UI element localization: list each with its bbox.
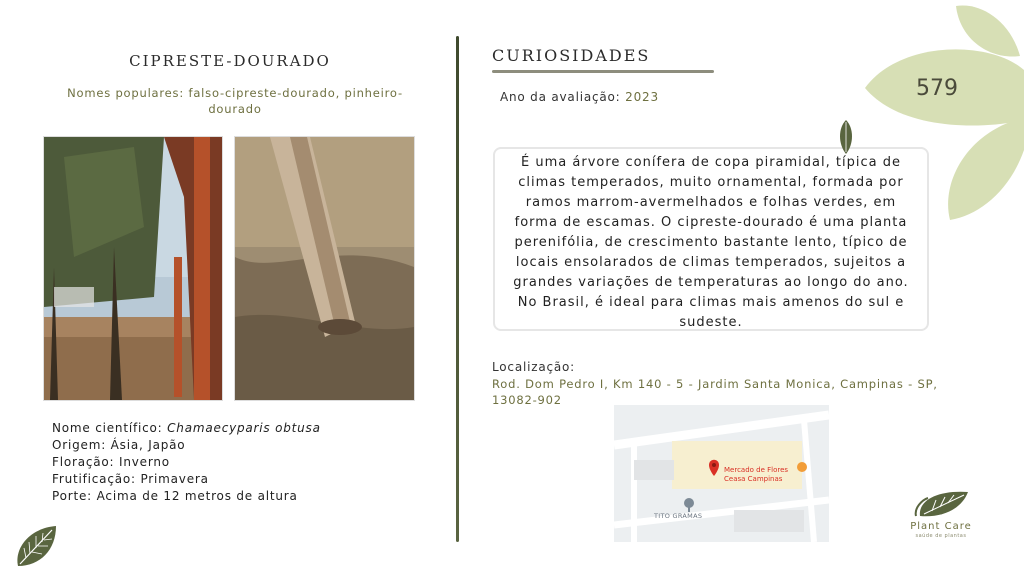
flowering-row: Floração: Inverno — [52, 455, 170, 469]
map-image — [614, 405, 829, 542]
location-map[interactable] — [614, 405, 829, 542]
title-underline — [492, 70, 714, 73]
scientific-name-row — [52, 420, 412, 437]
brand-logo-icon — [898, 486, 984, 520]
leaf-icon — [12, 522, 60, 570]
map-marker-label — [724, 466, 788, 484]
photo-tree-trunk — [234, 136, 415, 401]
photo-tree-corridor — [43, 136, 223, 401]
evaluation-year — [500, 90, 659, 104]
scientific-name-label: Nome científico: — [52, 421, 168, 435]
small-leaf-icon — [838, 120, 854, 154]
map-marker-label-line1: Mercado de Flores — [724, 466, 789, 474]
location-label: Localização: — [492, 360, 576, 374]
location-address: Rod. Dom Pedro I, Km 140 - 5 - Jardim Santa Monica, Campinas - SP, 13082-902 — [492, 377, 938, 407]
page-number-badge: 579 — [916, 76, 958, 101]
evaluation-year-label: Ano da avaliação: — [500, 90, 626, 104]
plant-title: CIPRESTE-DOURADO — [129, 52, 331, 70]
evaluation-year-value: 2023 — [625, 90, 659, 104]
fruiting-row: Frutificação: Primavera — [52, 472, 209, 486]
plant-info-list — [52, 420, 412, 505]
origin-row: Origem: Ásia, Japão — [52, 438, 186, 452]
brand-name: Plant Care — [910, 521, 972, 532]
description-box: É uma árvore conífera de copa piramidal, típica de climas temperados, muito ornamental, formada por ramos marrom-avermelhados e folhas verdes, em forma de escamas. O cipreste-dourado é uma planta perenifólia, de crescimento bastante lento, típico de locais ensolarados de climas temperados, sujeitos a grandes variações de temperaturas ao longo do ano. No Brasil, é ideal para climas mais amenos do sul e sudeste. — [493, 147, 929, 331]
size-row: Porte: Acima de 12 metros de altura — [52, 489, 298, 503]
popular-names: Nomes populares: falso-cipreste-dourado, pinheiro-dourado — [67, 86, 403, 116]
photo-tree-trunk-image — [235, 137, 414, 400]
map-marker-label-line2: Ceasa Campinas — [724, 475, 783, 483]
decorative-leaves — [860, 0, 1024, 230]
brand-tagline: saúde de plantas — [915, 533, 967, 539]
photo-tree-corridor-image — [44, 137, 222, 400]
poi-orange-icon — [797, 462, 807, 472]
scientific-name-value: Chamaecyparis obtusa — [167, 421, 321, 435]
map-place-label: TITO GRAMAS — [654, 512, 703, 520]
column-divider — [456, 36, 459, 542]
curiosities-title: CURIOSIDADES — [492, 46, 651, 65]
